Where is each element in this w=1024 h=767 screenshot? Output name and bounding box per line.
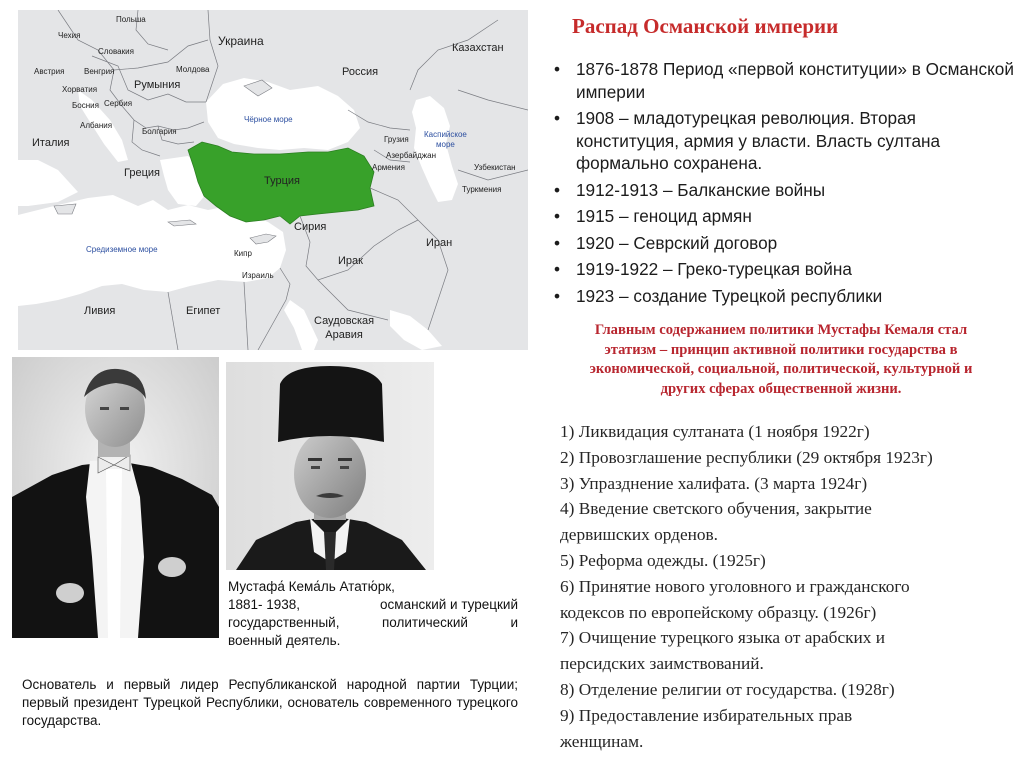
label-cyprus: Кипр [234,249,252,258]
caption-name: Мустафа́ Кема́ль Ататю́рк, [228,579,395,594]
reform-line: 1) Ликвидация султаната (1 ноября 1922г) [560,422,870,441]
bullet-icon: • [554,59,561,79]
reform-line: 3) Упразднение халифата. (3 марта 1924г) [560,473,868,493]
label-israel: Израиль [242,271,274,280]
label-egypt: Египет [186,305,221,317]
timeline-item [554,107,1016,175]
label-albania: Албания [80,121,113,130]
timeline-item [554,179,1016,202]
founder-description: Основатель и первый лидер Республиканской народной партии Турции; первый президент Турецкой Республики, основатель современного турецкого государства. [22,677,518,728]
portrait-caption [228,578,518,650]
label-czechia: Чехия [58,31,81,40]
label-austria: Австрия [34,67,65,76]
reforms-list [560,419,1020,754]
label-poland: Польша [116,15,146,24]
timeline-item-text: 1915 – геноцид армян [576,206,752,226]
reform-line: дервишских орденов. [560,525,718,545]
label-syria: Сирия [294,221,327,233]
label-bosnia: Босния [72,101,99,110]
bullet-icon: • [554,179,561,200]
timeline-item [554,258,1016,281]
label-caspian-sea: Каспийское море [424,130,467,149]
label-turkmenistan: Туркмения [462,185,502,194]
map-ottoman-region [18,10,528,350]
photo-ataturk-white-tie [12,357,219,638]
caption-role: государственный, политический и [228,615,518,630]
portrait-image [226,362,434,570]
caption-role-end: военный деятель. [228,633,341,648]
timeline-item [554,285,1016,308]
timeline-item-text: 1912-1913 – Балканские войны [576,179,826,200]
timeline-item [554,58,1016,103]
reform-line: 9) Предоставление избирательных прав [560,705,853,725]
label-bulgaria: Болгария [142,127,177,136]
label-saudi-arabia: Саудовская Аравия [314,315,375,341]
label-libya: Ливия [84,305,116,317]
label-moldova: Молдова [176,65,210,74]
label-armenia: Армения [372,163,405,172]
portrait-image [12,357,219,638]
label-iraq: Ирак [338,255,363,267]
timeline-item [554,205,1016,228]
reform-line: 7) Очищение турецкого языка от арабских и [560,628,885,648]
reform-line: женщинам. [560,731,644,751]
timeline-list [554,58,1016,311]
timeline-item-text: 1920 – Севрский договор [576,232,778,253]
reform-line: кодексов по европейскому образцу. (1926г) [560,602,877,622]
policy-statement [542,321,1020,399]
label-kazakhstan: Казахстан [452,42,504,54]
reform-line: 4) Введение светского обучения, закрытие [560,499,872,519]
label-azerbaijan: Азербайджан [386,151,437,160]
policy-line: экономической, социальной, политической, культурной и [589,361,973,377]
label-uzbekistan: Узбекистан [474,163,516,172]
label-greece: Греция [124,167,160,179]
label-turkey: Турция [264,175,300,187]
policy-line: Главным содержанием политики Мустафы Кемаля стал [594,322,968,338]
label-mediterranean-sea: Средиземное море [86,245,158,254]
caption-years-row [228,596,518,614]
label-slovakia: Словакия [98,47,134,56]
reform-line: 5) Реформа одежды. (1925г) [560,550,766,570]
timeline-item-text: 1923 – создание Турецкой республики [576,285,883,306]
label-ukraine: Украина [218,34,264,48]
page-title: Распад Османской империи [572,14,839,38]
caption-years: 1881- 1938, [228,597,301,612]
bullet-icon: • [554,108,561,128]
policy-line: этатизм – принцип активной политики государства в [604,341,958,358]
label-iran: Иран [426,237,453,249]
bullet-icon: • [554,232,561,253]
timeline-item-text: 1908 – младотурецкая революция. Вторая конституция, армия у власти. Власть султана формально сохранена. [576,108,941,173]
caption-role-start: османский и турецкий [380,597,518,612]
label-serbia: Сербия [104,99,133,108]
timeline-item-text: 1919-1922 – Греко-турецкая война [576,259,852,279]
reform-line: персидских заимствований. [560,654,764,674]
label-italy: Италия [32,137,70,149]
bullet-icon: • [554,259,561,279]
bullet-icon: • [554,285,561,306]
label-croatia: Хорватия [62,85,98,94]
photo-ataturk-kalpak [226,362,434,570]
timeline-item [554,232,1016,255]
label-georgia: Грузия [384,135,409,144]
policy-line: других сферах общественной жизни. [660,380,902,397]
reform-line: 6) Принятие нового уголовного и гражданского [560,576,910,596]
label-hungary: Венгрия [84,67,115,76]
timeline-item-text: 1876-1878 Период «первой конституции» в Османской империи [576,59,1014,102]
bullet-icon: • [554,206,561,226]
label-romania: Румыния [134,79,181,91]
reform-line: 2) Провозглашение республики (29 октября 1923г) [560,447,933,467]
label-russia: Россия [342,66,379,78]
label-black-sea: Чёрное море [244,115,293,124]
reform-line: 8) Отделение религии от государства. (1928г) [560,679,895,699]
